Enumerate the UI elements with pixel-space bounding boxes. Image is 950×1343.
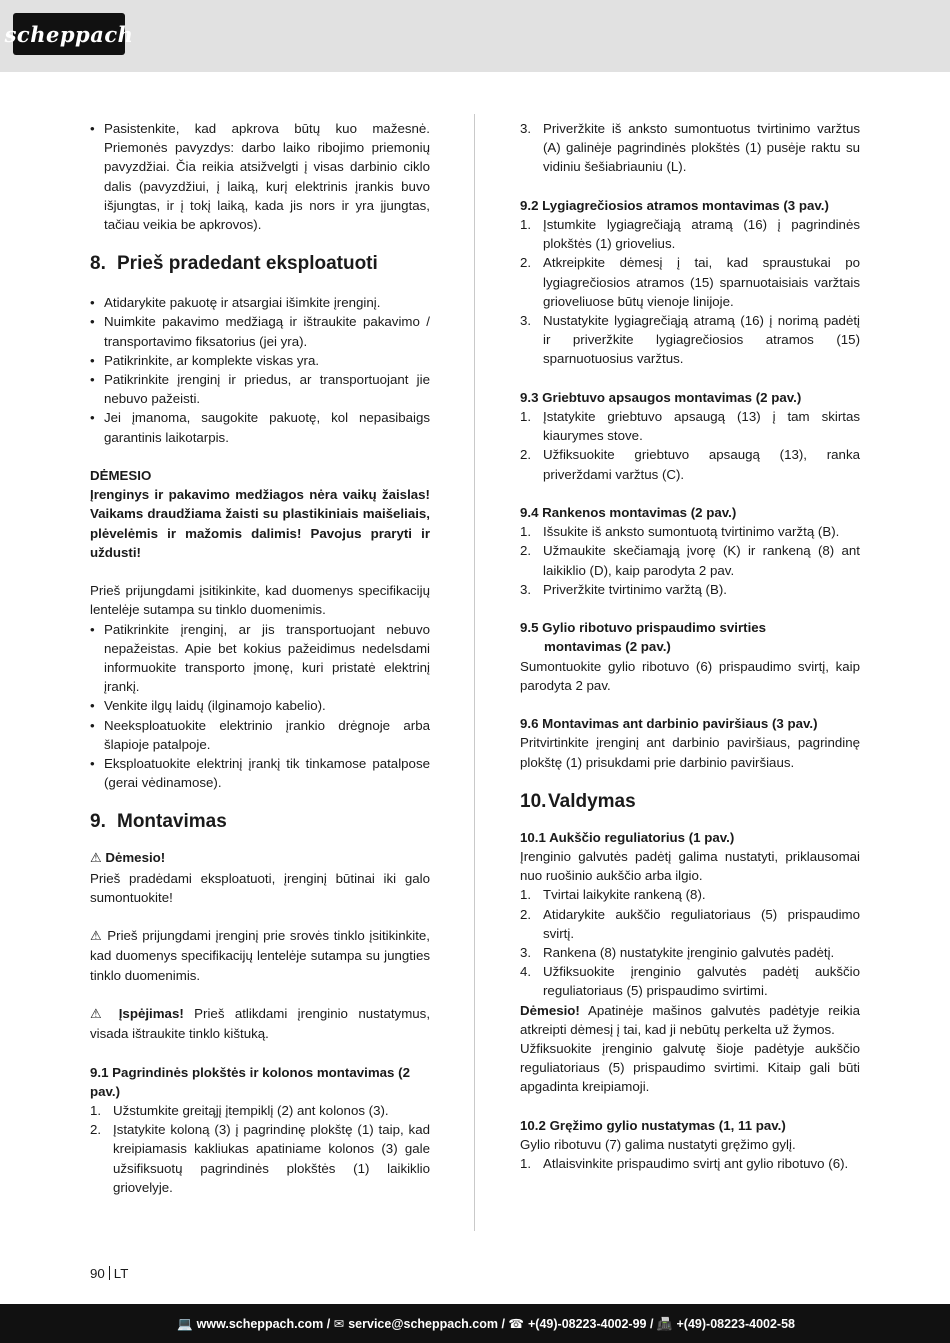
- footer-fax: +(49)-08223-4002-58: [676, 1316, 795, 1331]
- footer-website[interactable]: www.scheppach.com /: [196, 1316, 331, 1331]
- section-10-2-intro: Gylio ribotuvu (7) galima nustatyti gręžimo gylį.: [520, 1137, 796, 1153]
- section-9-heading: 9. Montavimas: [90, 811, 227, 833]
- page-number: 90 LT: [90, 1266, 129, 1281]
- list-item: 1. Užstumkite greitąjį įtempiklį (2) ant kolonos (3).: [90, 1103, 389, 1119]
- list-item: • Nuimkite pakavimo medžiagą ir ištraukite pakavimo / transportavimo fiksatorius (jei yra).: [90, 312, 430, 350]
- brand-logo: scheppach: [13, 13, 125, 55]
- section-9-4-heading: 9.4 Rankenos montavimas (2 pav.): [520, 505, 737, 521]
- section-9-5-heading: 9.5 Gylio ribotuvo prispaudimo svirties: [520, 620, 767, 636]
- list-item: 1. Įstatykite griebtuvo apsaugą (13) į tam skirtas kiaurymes stove.: [520, 409, 860, 444]
- before-connect-text: Prieš prijungdami įsitikinkite, kad duomenys specifikacijų lentelėje sutampa su tinklo duomenimis.: [90, 583, 430, 618]
- footer-email[interactable]: service@scheppach.com /: [348, 1316, 505, 1331]
- attention-title: DĖMESIO: [90, 468, 152, 484]
- list-item: • Atidarykite pakuotę ir atsargiai išimkite įrenginį.: [90, 293, 430, 312]
- warning-icon: ⚠: [90, 851, 102, 867]
- section-10-2-steps: [520, 1154, 860, 1173]
- warning-2: ⚠ Prieš prijungdami įrenginį prie srovės tinklo įsitikinkite, kad duomenys specifikacijų lentelėje sutampa su jungties tinklo duomenimis.: [90, 928, 430, 983]
- computer-icon: 💻: [177, 1315, 193, 1331]
- list-item: 3. Rankena (8) nustatykite įrenginio galvutės padėtį.: [520, 945, 835, 961]
- attention-text: Įrenginys ir pakavimo medžiagos nėra vaikų žaislas! Vaikams draudžiama žaisti su plastikiniais maišeliais, plėvelėmis ir mažomis dalimis! Pavojus praryti ir uždusti!: [90, 487, 430, 560]
- list-item: 2. Atidarykite aukščio reguliatoriaus (5) prispaudimo svirtį.: [520, 906, 860, 941]
- list-item: 1. Išsukite iš anksto sumontuotą tvirtinimo varžtą (B).: [520, 524, 840, 540]
- list-item: 4. Užfiksuokite įrenginio galvutės padėtį aukščio reguliatoriaus (5) prispaudimo svirtimi.: [520, 964, 860, 999]
- list-item: 1. Tvirtai laikykite rankeną (8).: [520, 887, 706, 903]
- list-item: • Eksploatuokite elektrinį įrankį tik tinkamose patalpose (gerai vėdinamose).: [90, 754, 430, 792]
- page-header: [0, 0, 950, 72]
- intro-list: [90, 119, 430, 234]
- fax-icon: 📠: [656, 1315, 673, 1331]
- section-9-3-heading: 9.3 Griebtuvo apsaugos montavimas (2 pav.): [520, 389, 802, 405]
- list-item: 2. Užfiksuokite griebtuvo apsaugą (13), ranka priverždami varžtus (C).: [520, 447, 860, 482]
- warning-1: ⚠ Dėmesio!: [90, 850, 166, 867]
- connect-list: [90, 620, 430, 793]
- right-column: [520, 119, 860, 1173]
- list-item: 3. Priveržkite iš anksto sumontuotus tvirtinimo varžtus (A) galinėje pagrindinės plokštės (1) pusėje raktu su vidiniu šešiabriauniu (L).: [520, 121, 860, 175]
- footer-phone: +(49)-08223-4002-99 /: [528, 1316, 654, 1331]
- list-item: • Patikrinkite įrenginį, ar jis transportuojant nebuvo nepažeistas. Apie bet kokius pažeidimus nedelsdami informuokite transporto įmonę, kuri pristatė elektrinį įrankį.: [90, 620, 430, 697]
- section-9-5-heading-cont: montavimas (2 pav.): [544, 639, 671, 655]
- list-item: 2. Įstatykite koloną (3) į pagrindinę plokštę (1) taip, kad kreipiamasis kakliukas apatiniame kolonos (3) gale užsifiksuotų pagrindinės plokštės (1) laikiklio griovelyje.: [90, 1122, 430, 1195]
- list-item: 2. Užmaukite skečiamąją įvorę (K) ir rankeną (8) ant laikiklio (D), kaip parodyta 2 pav.: [520, 543, 860, 578]
- section-8-heading: 8. Prieš pradedant eksploatuoti: [90, 253, 378, 275]
- list-item: 3. Priveržkite tvirtinimo varžtą (B).: [520, 581, 727, 597]
- list-item: 1. Įstumkite lygiagrečiąją atramą (16) į pagrindinės plokštės (1) griovelius.: [520, 217, 860, 252]
- column-divider: [474, 114, 475, 1231]
- list-item: 2. Atkreipkite dėmesį į tai, kad spraustukai po lygiagrečiosios atramos (15) sparnuotaisiais varžtais grioveliuose būtų vienoje linijoje.: [520, 255, 860, 309]
- section-9-2-heading: 9.2 Lygiagrečiosios atramos montavimas (3 pav.): [520, 197, 829, 213]
- section-9-4-steps: [520, 522, 860, 599]
- section-9-5-text: Sumontuokite gylio ribotuvo (6) prispaudimo svirtį, kaip parodyta 2 pav.: [520, 658, 860, 693]
- mail-icon: ✉: [333, 1316, 345, 1331]
- section-10-1-steps: [520, 885, 860, 1000]
- section-9-1-steps: [90, 1101, 430, 1197]
- section-10-1-intro: Įrenginio galvutės padėtį galima nustatyti, priklausomai nuo ruošinio aukščio arba ilgio.: [520, 849, 860, 884]
- left-column: [90, 119, 430, 1197]
- section-9-1-heading: 9.1 Pagrindinės plokštės ir kolonos montavimas (2 pav.): [90, 1064, 410, 1099]
- list-item: 3. Nustatykite lygiagrečiąją atramą (16) į norimą padėtį ir priveržkite lygiagrečiosios atramos (15) sparnuotuosius varžtus.: [520, 313, 860, 367]
- section-10-1-heading: 10.1 Aukščio reguliatorius (1 pav.): [520, 829, 735, 845]
- list-item: • Patikrinkite, ar komplekte viskas yra.: [90, 351, 430, 370]
- warning-icon: ⚠: [90, 1007, 109, 1023]
- warning-3: ⚠ Įspėjimas! Prieš atlikdami įrenginio nustatymus, visada ištraukite tinklo kištuką.: [90, 1006, 431, 1042]
- list-item: • Jei įmanoma, saugokite pakuotę, kol nepasibaigs garantinis laikotarpis.: [90, 408, 430, 446]
- section-10-2-heading: 10.2 Gręžimo gylio nustatymas (1, 11 pav.): [520, 1117, 786, 1133]
- section-9-6-text: Pritvirtinkite įrenginį ant darbinio paviršiaus, pagrindinę plokštę (1) prisukdami prie darbinio paviršiaus.: [520, 735, 860, 770]
- section-10-1-after: Užfiksuokite įrenginio galvutę šioje padėtyje aukščio reguliatoriaus (5) prispaudimo svirtimi. Kitaip gali būti apgadinta kreipiamoji.: [520, 1041, 860, 1095]
- section-9-3-steps: [520, 407, 860, 484]
- section-10-heading: 10.Valdymas: [520, 790, 636, 812]
- section-9-2-steps: [520, 215, 860, 369]
- list-item: • Neeksploatuokite elektrinio įrankio drėgnoje arba šlapioje patalpoje.: [90, 716, 430, 754]
- list-item: • Pasistenkite, kad apkrova būtų kuo mažesnė. Priemonės pavyzdys: darbo laiko ribojimo priemonių pavyzdžiai. Čia reikia atsižvelgti į visas darbinio ciklo dalis (pavyzdžiui, į laiką, kurį elektrinis įrankis buvo išjungtas, ir į tokį laiką, kada jis nors ir yra įjungtas, tačiau veikia be apkrovos).: [90, 119, 430, 234]
- section-9-1-steps-cont: [520, 119, 860, 177]
- phone-icon: ☎: [508, 1316, 524, 1331]
- list-item: • Venkite ilgų laidų (ilginamojo kabelio).: [90, 696, 430, 715]
- page-footer: [0, 1304, 950, 1343]
- list-item: • Patikrinkite įrenginį ir priedus, ar transportuojant jie nebuvo pažeisti.: [90, 370, 430, 408]
- list-item: 1. Atlaisvinkite prispaudimo svirtį ant gylio ribotuvo (6).: [520, 1156, 849, 1172]
- section-9-6-heading: 9.6 Montavimas ant darbinio paviršiaus (3 pav.): [520, 716, 818, 732]
- warning-1-text: Prieš pradėdami eksploatuoti, įrenginį būtinai iki galo sumontuokite!: [90, 870, 430, 905]
- section-8-list: [90, 293, 430, 447]
- section-10-1-note: Dėmesio! Apatinėje mašinos galvutės padėtyje reikia atkreipti dėmesį į tai, kad ji nebūtų perkelta už žymos.: [520, 1002, 860, 1037]
- warning-icon: ⚠: [90, 929, 103, 945]
